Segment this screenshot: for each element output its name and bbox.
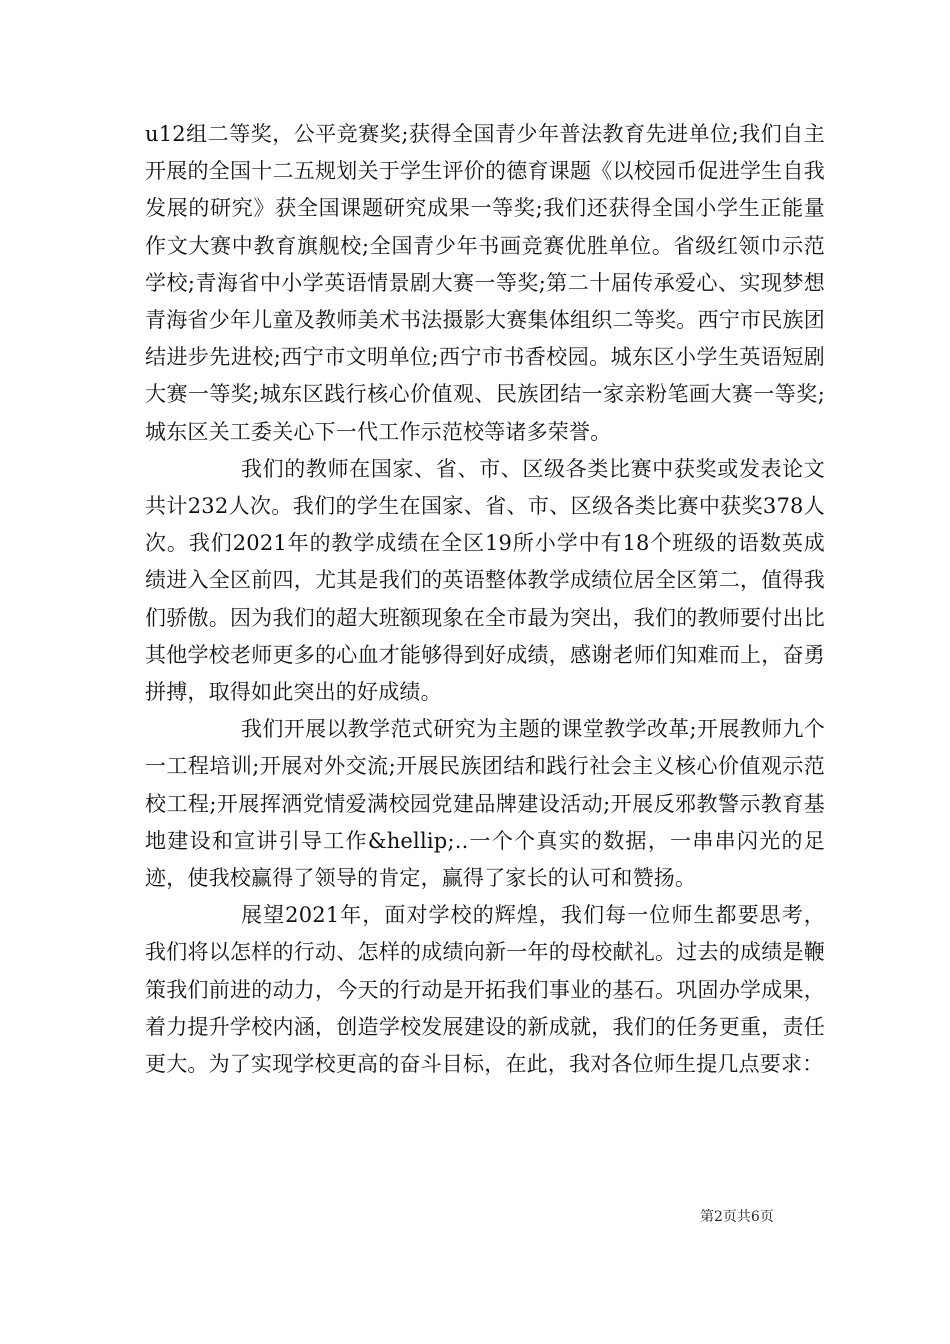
page-number: 第2页共6页 (700, 1209, 774, 1225)
paragraph-4: 展望2021年，面对学校的辉煌，我们每一位师生都要思考，我们将以怎样的行动、怎样的成绩向新一年的母校献礼。过去的成绩是鞭策我们前进的动力，今天的行动是开拓我们事业的基石。巩固办学成果，着力提升学校内涵，创造学校发展建设的新成就，我们的任务更重，责任更大。为了实现学校更高的奋斗目标，在此，我对各位师生提几点要求： (145, 903, 825, 1077)
paragraph-3: 我们开展以教学范式研究为主题的课堂教学改革;开展教师九个一工程培训;开展对外交流;开展民族团结和践行社会主义核心价值观示范校工程;开展挥洒党情爱满校园党建品牌建设活动;开展反邪教警示教育基地建设和宣讲引导工作&hellip;..一个个真实的数据，一串串闪光的足迹，使我校赢得了领导的肯定，赢得了家长的认可和赞扬。 (145, 717, 825, 891)
body-text (145, 116, 825, 1083)
paragraph-1: u12组二等奖，公平竞赛奖;获得全国青少年普法教育先进单位;我们自主开展的全国十二五规划关于学生评价的德育课题《以校园币促进学生自我发展的研究》获全国课题研究成果一等奖;我们还获得全国小学生正能量作文大赛中教育旗舰校;全国青少年书画竞赛优胜单位。省级红领巾示范学校;青海省中小学英语情景剧大赛一等奖;第二十届传承爱心、实现梦想青海省少年儿童及教师美术书法摄影大赛集体组织二等奖。西宁市民族团结进步先进校;西宁市文明单位;西宁市书香校园。城东区小学生英语短剧大赛一等奖;城东区践行核心价值观、民族团结一家亲粉笔画大赛一等奖;城东区关工委关心下一代工作示范校等诸多荣誉。 (145, 122, 825, 444)
paragraph-2: 我们的教师在国家、省、市、区级各类比赛中获奖或发表论文共计232人次。我们的学生在国家、省、市、区级各类比赛中获奖378人次。我们2021年的教学成绩在全区19所小学中有18个班级的语数英成绩进入全区前四，尤其是我们的英语整体教学成绩位居全区第二，值得我们骄傲。因为我们的超大班额现象在全市最为突出，我们的教师要付出比其他学校老师更多的心血才能够得到好成绩，感谢老师们知难而上，奋勇拼搏，取得如此突出的好成绩。 (145, 456, 825, 705)
